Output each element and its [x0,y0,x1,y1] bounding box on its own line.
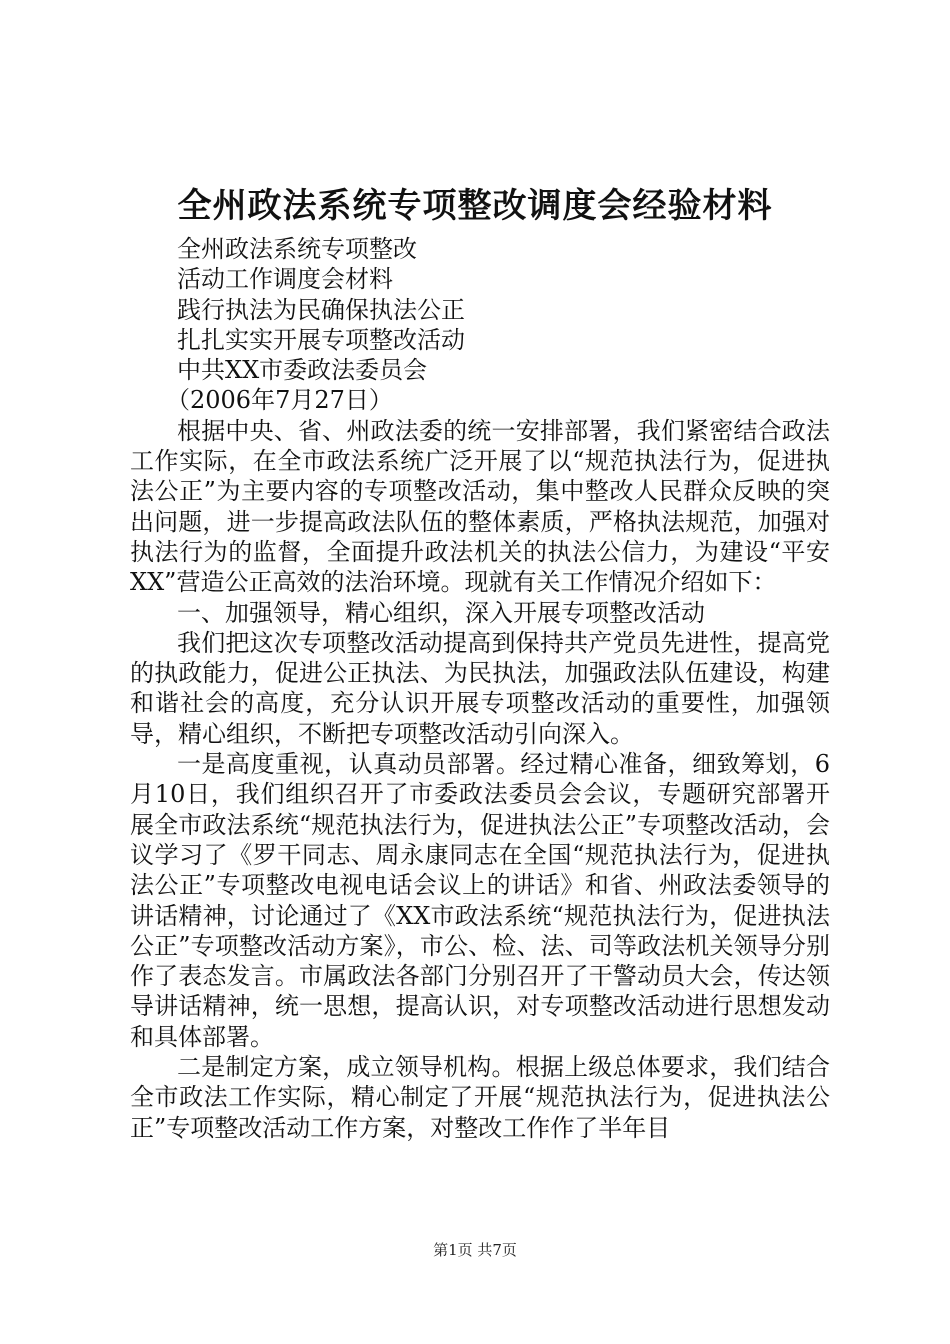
document-title: 全州政法系统专项整改调度会经验材料 [177,186,773,226]
body-paragraph: 二是制定方案，成立领导机构。根据上级总体要求，我们结合全市政法工作实际，精心制定了开展“规范执法行为，促进执法公正”专项整改活动工作方案，对整改工作作了半年目 [130,1053,830,1142]
section-heading: 一、加强领导，精心组织，深入开展专项整改活动 [177,598,705,627]
header-line: 践行执法为民确保执法公正 [177,295,465,324]
page-number: 第1页 共7页 [433,1241,517,1259]
header-date: （2006年7月27日） [166,386,393,415]
header-line: 中共XX市委政法委员会 [177,356,428,385]
header-line: 扎扎实实开展专项整改活动 [177,325,465,354]
header-line: 全州政法系统专项整改 [177,235,417,263]
document-body [130,234,830,1143]
body-paragraph: 我们把这次专项整改活动提高到保持共产党员先进性，提高党的执政能力，促进公正执法、为民执法，加强政法队伍建设，构建和谐社会的高度，充分认识开展专项整改活动的重要性，加强领导，精心组织，不断把专项整改活动引向深入。 [130,628,830,748]
body-paragraph: 根据中央、省、州政法委的统一安排部署，我们紧密结合政法工作实际，在全市政法系统广泛开展了以“规范执法行为，促进执法公正”为主要内容的专项整改活动，集中整改人民群众反映的突出问题，进一步提高政法队伍的整体素质，严格执法规范，加强对执法行为的监督，全面提升政法机关的执法公信力，为建设“平安XX”营造公正高效的法治环境。现就有关工作情况介绍如下： [130,416,830,597]
body-paragraph: 一是高度重视，认真动员部署。经过精心准备，细致筹划，6月10日，我们组织召开了市委政法委员会会议，专题研究部署开展全市政法系统“规范执法行为，促进执法公正”专项整改活动，会议学习了《罗干同志、周永康同志在全国“规范执法行为，促进执法公正”专项整改电视电话会议上的讲话》和省、州政法委领导的讲话精神，讨论通过了《XX市政法系统“规范执法行为，促进执法公正”专项整改活动方案》，市公、检、法、司等政法机关领导分别作了表态发言。市属政法各部门分别召开了干警动员大会，传达领导讲话精神，统一思想，提高认识，对专项整改活动进行思想发动和具体部署。 [130,750,830,1051]
header-line: 活动工作调度会材料 [177,265,393,294]
